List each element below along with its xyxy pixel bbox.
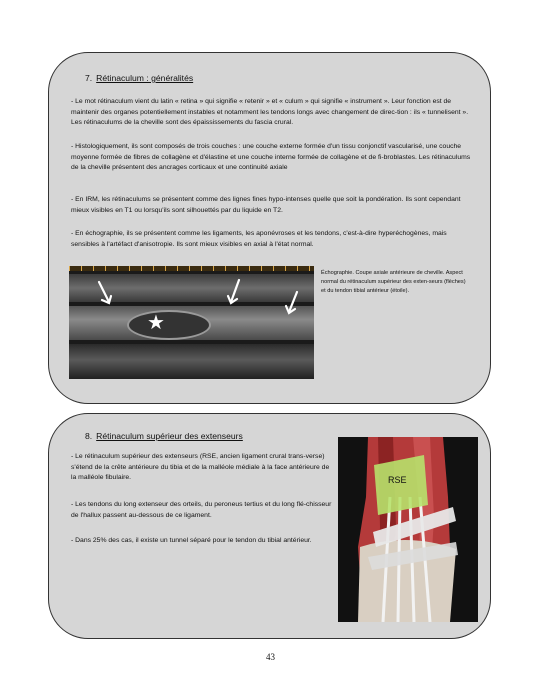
paragraph-histology: - Histologiquement, ils sont composés de trois couches : une couche externe formée d'un tissu conjonctif vascularisé, une couche moyenne formée de fibres de collagène et d'élastine et une couche interne formée de collagène et de fi-broblastes. Les rétinaculums de la cheville présentent des ancrages corticaux et une continuité axiale [71, 143, 471, 172]
anatomy-illustration [338, 437, 478, 622]
star-marker-icon: ★ [147, 310, 165, 334]
rse-highlight [374, 455, 428, 515]
paragraph-rse-tendons: - Les tendons du long extenseur des orteils, du peroneus tertius et du long flé-chisseur de l'hallux passent au-dessous de ce ligament. [71, 501, 332, 519]
paragraph-rse-tunnel: - Dans 25% des cas, il existe un tunnel séparé pour le tendon du tibial antérieur. [71, 537, 312, 544]
section-number: 8. [85, 431, 93, 441]
paragraph-mri: - En IRM, les rétinaculums se présentent comme des lignes fines hypo-intenses quelle que soit la pondération. Ils sont cependant mieux visibles en T1 ou lorsqu'ils sont silhouettés par du liquide en T2. [71, 196, 461, 214]
figure-caption: Échographie. Coupe axiale antérieure de cheville. Aspect normal du rétinaculum supérieur des exten-seurs (flèches) et du tendon tibial antérieur (étoile). [321, 270, 466, 295]
section-panel-retinaculum-superieur [48, 413, 491, 639]
section-title: Rétinaculum : généralités [96, 73, 194, 83]
ultrasound-image [69, 266, 314, 379]
anatomy-drawing [338, 437, 478, 622]
rse-label: RSE [388, 475, 407, 485]
page-number: 43 [266, 652, 275, 662]
paragraph-definition: - Le mot rétinaculum vient du latin « retina » qui signifie « retenir » et « culum » qui signifie « instrument ». Leur fonction est de maintenir des organes potentiellement instables et notamment les tendons longs avec changement de direc-tion : ils « tunnelisent ». Les rétinaculums de la cheville sont des épaississements du fascia crural. [71, 98, 469, 127]
section-panel-retinaculum-generalites [48, 52, 491, 404]
section-heading [85, 73, 193, 83]
arrow-markers [69, 266, 314, 379]
section-title: Rétinaculum supérieur des extenseurs [96, 431, 243, 441]
section-number: 7. [85, 73, 93, 83]
paragraph-ultrasound: - En échographie, ils se présentent comme les ligaments, les aponévroses et les tendons, c'est-à-dire hyperéchogènes, mais sensibles à l'artéfact d'anisotropie. Ils sont mieux visibles en axial à l'état normal. [71, 230, 447, 248]
paragraph-rse-extent: - Le rétinaculum supérieur des extenseurs (RSE, ancien ligament crural trans-verse) s'étend de la crête antérieure du tibia et de la malléole médiale à la face antérieure de la malléole fibulaire. [71, 453, 330, 482]
arrow-icon [99, 282, 109, 302]
section-heading [85, 431, 243, 441]
